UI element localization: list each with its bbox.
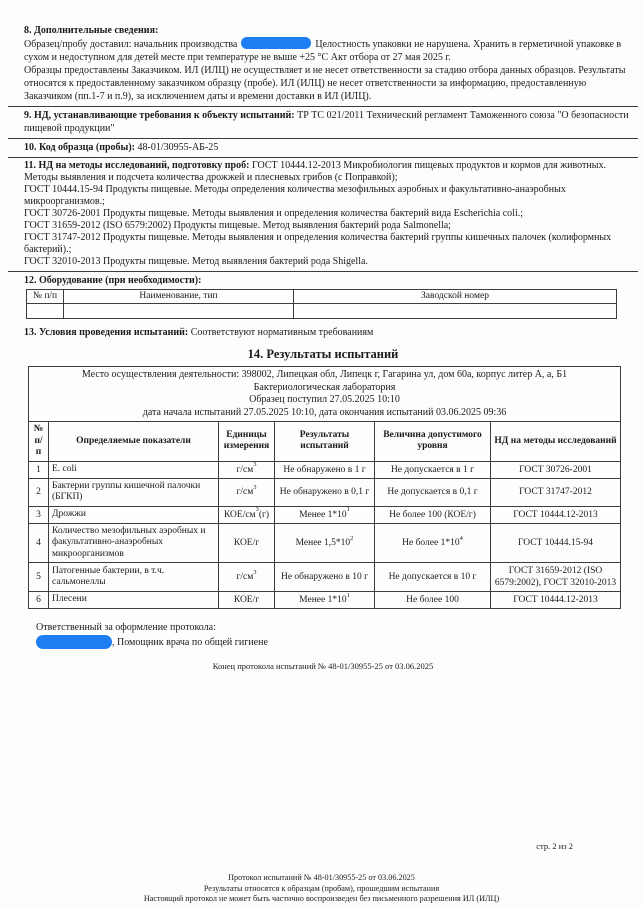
gost-item-0: ГОСТ 10444.12-2013 Микробиология пищевых продуктов и кормов для животных. Методы выявления и подсчета количества дрожжей и плесневых грибов (с Поправкой);	[24, 160, 606, 183]
section-methods	[8, 158, 638, 272]
cell-indicator: Дрожжи	[49, 506, 219, 523]
cell-unit: $г/см^3$	[219, 478, 275, 506]
section-sample-code	[8, 139, 638, 158]
cell-method: ГОСТ 31747-2012	[491, 478, 621, 506]
equipment-col-num: № п/п	[27, 290, 64, 304]
cell-limit: Не более 100 (КОЕ/г)	[375, 506, 491, 523]
section8-paragraph1	[24, 37, 632, 64]
section8-heading: 8. Дополнительные сведения:	[24, 25, 159, 36]
section9-value: ТР ТС 021/2011 Технический регламент Таможенного союза "О безопасности пищевой продукции"	[24, 110, 629, 134]
cell-unit: КОЕ/г	[219, 592, 275, 609]
result-row-5	[29, 563, 621, 592]
test-dates-line: дата начала испытаний 27.05.2025 10:10, дата окончания испытаний 03.06.2025 09:36	[142, 406, 507, 418]
equipment-empty-row	[27, 304, 617, 319]
cell-result: Не обнаружено в 0,1 г	[275, 478, 375, 506]
cell-method: ГОСТ 10444.12-2013	[491, 506, 621, 523]
section13-label: 13. Условия проведения испытаний:	[24, 327, 189, 338]
gost-item-4: ГОСТ 31747-2012 Продукты пищевые. Методы выявления и определения количества бактерий группы кишечных палочек (колиформных бактерий).;	[24, 232, 612, 255]
packaging-integrity-text: Целостность упаковки не нарушена. Хранить в герметичной упаковке в сухом и недоступном для детей месте при температуре не выше +25 °C Акт отбора от 27 мая 2025 г.	[24, 39, 622, 63]
cell-num: 2	[29, 478, 49, 506]
cell-limit: Не более 100	[375, 592, 491, 609]
gost-item-5: ГОСТ 32010-2013 Продукты пищевые. Метод выявления бактерий рода Shigella.	[24, 256, 368, 267]
signoff-person-line	[36, 635, 638, 650]
section13-value: Соответствуют нормативным требованиям	[190, 327, 374, 338]
cell-num: 5	[29, 563, 49, 592]
section-equipment	[8, 272, 638, 319]
methods-intro	[24, 160, 632, 184]
section12-label: 12. Оборудование (при необходимости):	[24, 275, 202, 286]
sample-received-line: Образец поступил 27.05.2025 10:10	[249, 394, 400, 405]
section-nd-requirements	[8, 107, 638, 139]
equipment-empty-cell	[64, 304, 294, 319]
gost-item-1: ГОСТ 10444.15-94 Продукты пищевые. Методы определения количества мезофильных аэробных и факультативно-анаэробных микроорганизмов.;	[24, 184, 566, 207]
cell-method: ГОСТ 10444.15-94	[491, 523, 621, 563]
header-num: № п/п	[29, 422, 49, 462]
footer-line-2: Результаты относятся к образцам (пробам), прошедшим испытания	[203, 883, 440, 893]
result-row-4	[29, 523, 621, 563]
section10-label: 10. Код образца (пробы):	[24, 142, 135, 153]
sample-code-value: 48-01/30955-АБ-25	[137, 142, 219, 153]
results-header-row	[29, 422, 621, 462]
page-footer	[0, 873, 643, 905]
cell-indicator: Количество мезофильных аэробных и факультативно-анаэробных микроорганизмов	[49, 523, 219, 563]
equipment-empty-cell	[294, 304, 617, 319]
cell-result: Не обнаружено в 1 г	[275, 461, 375, 478]
result-row-3	[29, 506, 621, 523]
cell-result: Менее $1*10^1$	[275, 506, 375, 523]
activity-place-line: Место осуществления деятельности: 398002, Липецкая обл, Липецк г, Гагарина ул, дом 60а, корпус литер А, а, Б1	[81, 369, 568, 380]
result-row-2	[29, 478, 621, 506]
section9-label: 9. НД, устанавливающие требования к объекту испытаний:	[24, 110, 295, 121]
cell-unit: КОЕ/$см^3(г)$	[219, 506, 275, 523]
equipment-col-serial: Заводской номер	[294, 290, 617, 304]
results-info-row	[29, 367, 621, 422]
results-table	[28, 366, 621, 609]
section-additional-info	[8, 22, 638, 107]
cell-num: 6	[29, 592, 49, 609]
section-test-conditions	[8, 324, 638, 342]
result-row-1	[29, 461, 621, 478]
equipment-header-row	[27, 290, 617, 304]
cell-unit: $г/см^3$	[219, 461, 275, 478]
cell-indicator: Патогенные бактерии, в т.ч. сальмонеллы	[49, 563, 219, 592]
redaction-blob-name-1	[241, 37, 311, 49]
page-number: стр. 2 из 2	[536, 841, 573, 851]
results-info-block	[29, 367, 621, 422]
signoff-block	[36, 621, 638, 650]
footer-line-3: Настоящий протокол не может быть частично воспроизведен без письменного разрешения ИЛ (ИЛЦ)	[143, 894, 500, 904]
equipment-table	[26, 289, 617, 319]
cell-num: 4	[29, 523, 49, 563]
cell-unit: $г/см^3$	[219, 563, 275, 592]
cell-result: Менее $1,5*10^2$	[275, 523, 375, 563]
cell-result: Не обнаружено в 10 г	[275, 563, 375, 592]
cell-method: ГОСТ 10444.12-2013	[491, 592, 621, 609]
cell-num: 1	[29, 461, 49, 478]
cell-limit: Не допускается в 1 г	[375, 461, 491, 478]
cell-indicator: Бактерии группы кишечной палочки (БГКП)	[49, 478, 219, 506]
section8-paragraph2: Образцы предоставлены Заказчиком. ИЛ (ИЛЦ) не осуществляет и не несет ответственности за стадию отбора данных образцов. Результаты относятся к предоставленному заказчиком образцу (пробе). ИЛ (ИЛЦ) не несет ответственности за информацию, предоставленную Заказчиком (пп.1-7 и п.9), за исключением даты и времени доставки в ИЛ (ИЛЦ).	[24, 65, 626, 102]
signoff-label: Ответственный за оформление протокола:	[36, 622, 216, 633]
lab-name-line: Бактериологическая лаборатория	[253, 381, 396, 393]
header-unit: Единицы измерения	[219, 422, 275, 462]
cell-indicator: Плесени	[49, 592, 219, 609]
cell-result: Менее $1*10^1$	[275, 592, 375, 609]
header-method: НД на методы исследований	[491, 422, 621, 462]
delivered-by-text: Образец/пробу доставил: начальник производства	[24, 39, 238, 50]
results-title: 14. Результаты испытаний	[247, 347, 399, 361]
equipment-col-name: Наименование, тип	[64, 290, 294, 304]
header-indicator: Определяемые показатели	[49, 422, 219, 462]
redaction-blob-name-2	[36, 635, 112, 649]
equipment-empty-cell	[27, 304, 64, 319]
cell-indicator: E. coli	[49, 461, 219, 478]
header-limit: Величина допустимого уровня	[375, 422, 491, 462]
document-body	[8, 22, 638, 671]
section11-label: 11. НД на методы исследований, подготовку проб:	[24, 160, 250, 171]
result-row-6	[29, 592, 621, 609]
header-result: Результаты испытаний	[275, 422, 375, 462]
cell-num: 3	[29, 506, 49, 523]
cell-method: ГОСТ 30726-2001	[491, 461, 621, 478]
footer-line-1: Протокол испытаний № 48-01/30955-25 от 03.06.2025	[228, 873, 415, 883]
gost-item-3: ГОСТ 31659-2012 (ISO 6579:2002) Продукты пищевые. Метод выявления бактерий рода Salmonella;	[24, 220, 451, 231]
signoff-role: , Помощник врача по общей гигиене	[112, 637, 268, 648]
cell-limit: Не допускается в 10 г	[375, 563, 491, 592]
cell-unit: КОЕ/г	[219, 523, 275, 563]
cell-method: ГОСТ 31659-2012 (ISO 6579:2002), ГОСТ 32010-2013	[491, 563, 621, 592]
cell-limit: Не допускается в 0,1 г	[375, 478, 491, 506]
end-of-protocol-line: Конец протокола испытаний № 48-01/30955-25 от 03.06.2025	[212, 661, 434, 671]
gost-item-2: ГОСТ 30726-2001 Продукты пищевые. Методы выявления и определения количества бактерий вида Escherichia coli.;	[24, 208, 524, 219]
cell-limit: Не более $1*10^4$	[375, 523, 491, 563]
